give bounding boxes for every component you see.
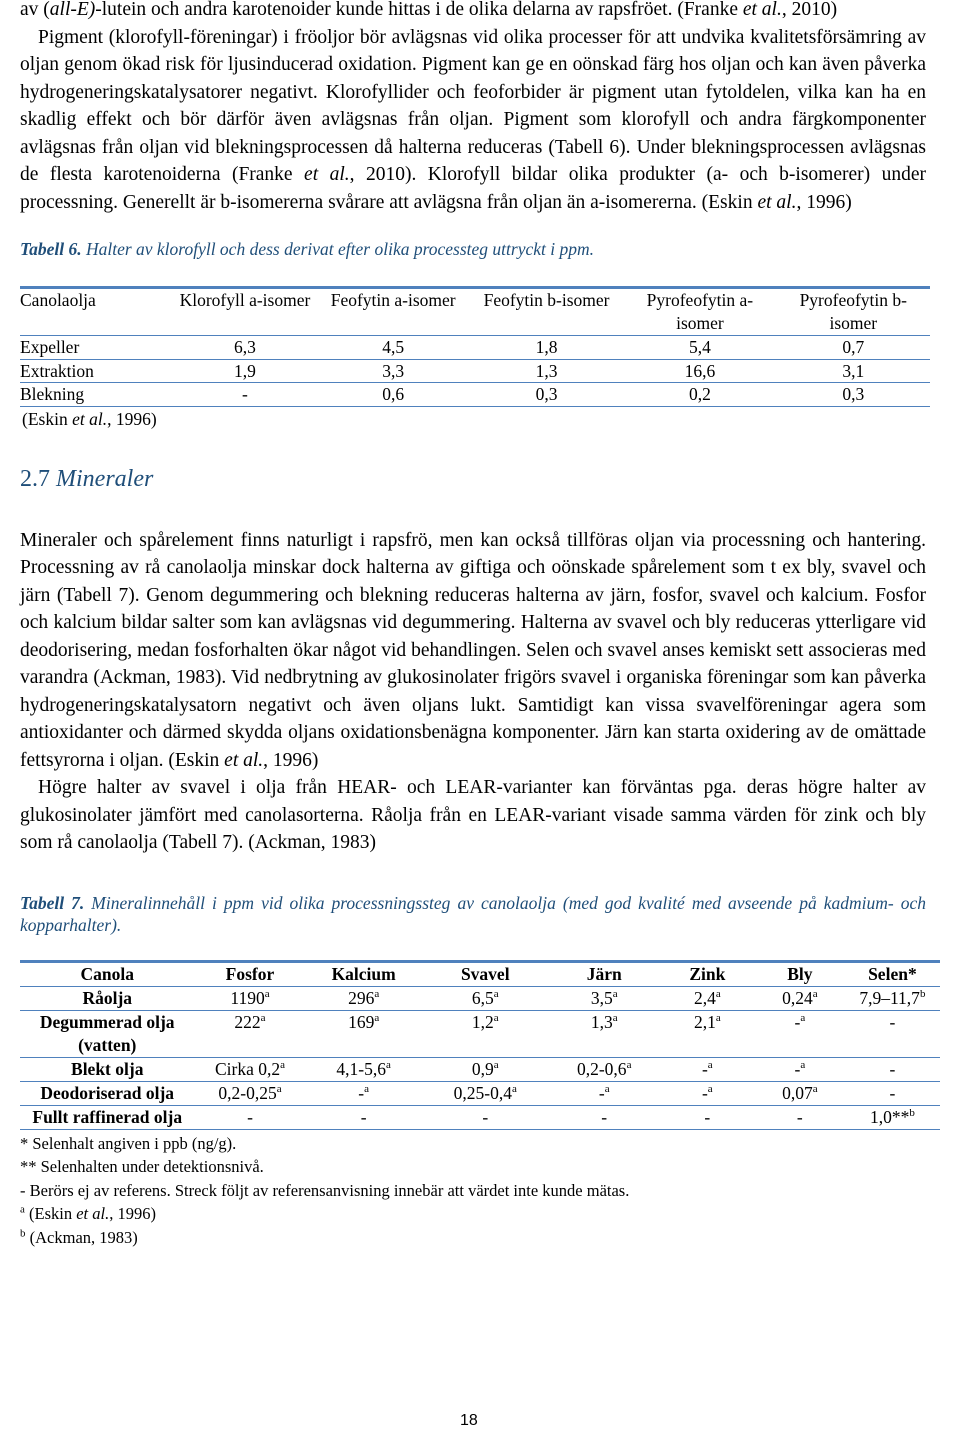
footnote-marker: a — [264, 987, 270, 1000]
footnote-marker: a — [715, 1011, 721, 1024]
minerals-paragraph-2: Högre halter av svavel i olja från HEAR- och LEAR-varianter kan förväntas pga. deras högre halter av glukosinolater jämfört med canolasorterna. Råolja från en LEAR-variant visade samma värden för zink och bly som rå canolaolja (Tabell 7). (Ackman, 1983) — [20, 777, 926, 853]
caption-label: Tabell 6. — [20, 239, 82, 259]
document-page — [20, 0, 926, 1249]
table-cell — [660, 1081, 755, 1105]
row-label: Degummerad olja (vatten) — [39, 1011, 175, 1055]
cell-value: 7,9–11,7 — [859, 987, 920, 1008]
footnote-marker: a — [260, 1011, 266, 1024]
cell-value: 0,25-0,4 — [453, 1082, 512, 1103]
et-al: et al. — [304, 164, 350, 185]
table-cell — [660, 1057, 755, 1081]
cell-value: - — [358, 1082, 365, 1103]
cell-value: 1,2 — [471, 1011, 494, 1032]
header-cell: Pyrofeofytin b-isomer — [799, 290, 907, 333]
table7-caption — [20, 892, 926, 936]
table-cell — [194, 1105, 305, 1129]
table-cell — [755, 1081, 845, 1105]
cell-value: - — [701, 1058, 708, 1079]
table-cell — [306, 1057, 422, 1081]
table-cell: 0,3 — [842, 384, 865, 404]
table7-notes — [20, 1132, 926, 1250]
text-run: (Eskin — [22, 408, 73, 429]
table-cell — [549, 1105, 660, 1129]
table-row — [20, 359, 930, 383]
header-cell: Järn — [586, 963, 622, 984]
table-cell: 1,3 — [535, 360, 558, 381]
page-number: 18 — [460, 1412, 478, 1429]
table-cell — [422, 1081, 549, 1105]
footnote-marker: a — [493, 1058, 499, 1071]
cell-value: 3,5 — [590, 987, 613, 1008]
table-cell — [845, 1010, 940, 1057]
row-label: Deodoriserad olja — [40, 1082, 175, 1103]
cell-value: - — [601, 1106, 608, 1127]
minerals-paragraph-1 — [20, 527, 926, 775]
cell-value: - — [360, 1106, 367, 1127]
text-run: Pigment (klorofyll-föreningar) i fröoljor bör avlägsnas vid olika processer för att undvika kvalitetsförsämring av oljan genom ökad risk för ljusinducerad oxidation. Pigment kan ge en oönskad färg hos oljan och kan även påverka hydrogeneringskatalysatorer negativt. Klorofyllider och feoforbider är pigment utan fytoldelen, vilka kan ha en skadlig effekt och bör därför även avlägsnas från oljan. Pigment som klorofyll och andra färgkomponenter avlägsnas från oljan vid blekningsprocessen då halterna reduceras (Tabell 6). Under blekningsprocessen avlägsnas de flesta karotenoiderna (Franke — [20, 26, 926, 185]
table-header-row — [20, 288, 930, 336]
footnote-marker: b — [909, 1106, 915, 1119]
header-cell: Bly — [787, 963, 813, 984]
footnote-marker: a — [812, 1082, 818, 1095]
footnote-marker: a — [276, 1082, 282, 1095]
footnote-marker: a — [612, 1011, 618, 1024]
table-cell: 4,5 — [382, 337, 405, 357]
table-cell: 1,8 — [535, 337, 558, 357]
text-run: (Eskin — [24, 1204, 77, 1223]
table6-source — [22, 407, 926, 431]
cell-value: - — [482, 1106, 489, 1127]
text-run: -lutein och andra karotenoider kunde hittas i de olika delarna av rapsfröet. (Franke — [95, 0, 743, 20]
note: ** Selenhalten under detektionsnivå. — [20, 1157, 264, 1176]
cell-value: - — [701, 1082, 708, 1103]
cell-value: 2,4 — [693, 987, 716, 1008]
header-cell: Selen* — [868, 963, 917, 984]
footnote-marker: a — [374, 1011, 380, 1024]
table-cell — [194, 1010, 305, 1057]
header-cell: Kalcium — [331, 963, 396, 984]
footnote-marker: a — [386, 1058, 391, 1071]
header-cell: Pyrofeofytin a-isomer — [646, 290, 754, 333]
note: - Berörs ej av referens. Streck följt av referensanvisning innebär att värdet inte kunde mätas. — [20, 1180, 630, 1200]
table-cell — [845, 986, 940, 1010]
table-cell — [755, 1010, 845, 1057]
footnote-marker: a — [812, 987, 818, 1000]
table-cell: 0,7 — [842, 337, 865, 357]
footnote-marker: a — [604, 1082, 610, 1095]
header-cell: Canolaolja — [20, 290, 96, 310]
et-al: et al. — [757, 191, 797, 213]
row-label: Extraktion — [20, 360, 94, 381]
table-cell — [306, 1010, 422, 1057]
row-label: Fullt raffinerad olja — [32, 1106, 183, 1127]
cell-value: - — [598, 1082, 605, 1103]
table-row — [20, 383, 930, 407]
footnote-marker: a — [493, 987, 499, 1000]
cell-value: - — [889, 1058, 896, 1079]
cell-value: - — [704, 1106, 711, 1127]
cell-value: 1190 — [230, 987, 265, 1008]
caption-text: Mineralinnehåll i ppm vid olika processningssteg av canolaolja (med god kvalité med avseende på kadmium- och kopparhalter). — [20, 892, 926, 935]
section-title: Mineraler — [50, 465, 154, 492]
table-cell — [755, 1105, 845, 1129]
footnote-marker: a — [707, 1058, 713, 1071]
text-run: (Ackman, 1983) — [25, 1227, 138, 1247]
table-row — [20, 1105, 940, 1129]
cell-value: 0,07 — [782, 1082, 813, 1103]
table-cell — [422, 1105, 549, 1129]
cell-value: 0,2-0,25 — [218, 1082, 277, 1103]
table-cell — [422, 986, 549, 1010]
row-label: Blekning — [20, 384, 85, 404]
table-row — [20, 336, 930, 360]
table-cell — [845, 1081, 940, 1105]
header-cell: Feofytin b-isomer — [483, 290, 610, 310]
cell-value: 1,0** — [869, 1106, 910, 1127]
caption-text: Halter av klorofyll och dess derivat efter olika processteg uttryckt i ppm. — [81, 239, 594, 259]
table-cell: 6,3 — [233, 337, 256, 357]
intro-paragraph-2 — [20, 24, 926, 217]
table-cell — [549, 1081, 660, 1105]
et-al: et al. — [224, 749, 264, 771]
table-cell — [660, 986, 755, 1010]
et-al: et al. — [72, 408, 108, 429]
footnote-marker: a — [20, 1203, 25, 1216]
header-cell: Klorofyll a-isomer — [179, 290, 311, 310]
cell-value: 169 — [348, 1011, 375, 1032]
table-6 — [20, 286, 930, 407]
cell-value: - — [796, 1106, 803, 1127]
table-cell: 3,1 — [842, 360, 865, 381]
table-row — [20, 1010, 940, 1057]
cell-value: 222 — [234, 1011, 261, 1032]
text-run: , 2010). Klorofyll bildar olika produkter (a- och b-isomerer) under processning. Generellt är b-isomererna svårare att avlägsna från oljan än a-isomererna. (Eskin — [20, 164, 926, 213]
table-cell: 3,3 — [382, 360, 405, 381]
footnote-marker: a — [715, 987, 721, 1000]
cell-value: - — [889, 1082, 896, 1103]
table-cell — [194, 986, 305, 1010]
table-cell — [549, 1057, 660, 1081]
header-cell: Svavel — [460, 963, 510, 984]
header-cell: Canola — [80, 963, 134, 984]
row-label: Expeller — [20, 337, 80, 357]
table-cell — [422, 1057, 549, 1081]
table-cell: 5,4 — [688, 337, 711, 357]
table-cell — [549, 986, 660, 1010]
text-run: , 1996) — [796, 191, 852, 213]
table-cell: 0,3 — [535, 384, 558, 404]
header-cell: Fosfor — [225, 963, 275, 984]
table-cell — [845, 1057, 940, 1081]
cell-value: - — [794, 1058, 801, 1079]
table-cell: 16,6 — [684, 360, 716, 381]
table-cell — [660, 1105, 755, 1129]
footnote-marker: b — [20, 1227, 26, 1239]
table-cell — [755, 1057, 845, 1081]
footnote-marker: a — [511, 1082, 517, 1095]
footnote-marker: a — [364, 1082, 370, 1095]
table-cell: 1,9 — [233, 360, 256, 381]
table-cell — [194, 1081, 305, 1105]
intro-paragraph-1 — [20, 0, 926, 24]
et-al: et al. — [76, 1204, 110, 1223]
cell-value: Cirka 0,2 — [214, 1058, 281, 1079]
header-cell: Feofytin a-isomer — [330, 290, 456, 310]
table-header-row — [20, 961, 940, 986]
note — [20, 1202, 926, 1226]
table-cell — [845, 1105, 940, 1129]
footnote-marker: a — [374, 987, 380, 1000]
header-cell: Zink — [689, 963, 726, 984]
table-cell — [306, 1105, 422, 1129]
footnote-marker: a — [707, 1082, 713, 1095]
table-row — [20, 1057, 940, 1081]
table-cell — [306, 1081, 422, 1105]
section-heading — [20, 466, 926, 493]
table-cell: - — [242, 384, 248, 404]
text-run: av ( — [20, 0, 50, 20]
cell-value: 6,5 — [471, 987, 494, 1008]
text-run: , 1996) — [107, 408, 157, 429]
table-cell: 0,6 — [382, 384, 405, 404]
table-cell — [755, 986, 845, 1010]
et-al: et al. — [742, 0, 782, 20]
table-cell: 0,2 — [688, 384, 711, 404]
caption-label: Tabell 7. — [20, 892, 85, 913]
cell-value: - — [889, 1011, 896, 1032]
cell-value: - — [247, 1106, 253, 1127]
footnote-marker: a — [493, 1011, 499, 1024]
text-run-italic: all-E) — [49, 0, 96, 20]
row-label: Råolja — [82, 987, 133, 1008]
footnote-marker: a — [280, 1058, 285, 1071]
section-number: 2.7 — [20, 465, 50, 492]
note — [20, 1226, 926, 1250]
table-row — [20, 1081, 940, 1105]
text-run: Mineraler och spårelement finns naturligt i rapsfrö, men kan också tillföras oljan via processning och hantering. Processning av rå canolaolja minskar dock halterna av giftiga och oönskade spårelement som t ex bly, svavel och järn (Tabell 7). Genom degummering och blekning reduceras halterna av järn, fosfor, svavel och kalcium. Fosfor och kalcium bildar salter som kan avlägsnas vid degummering. Halterna av svavel och bly reduceras ytterligare vid deodorisering, medan fosforhalten ökar något vid behandlingen. Selen och svavel anses kemiskt sett associeras med varandra (Ackman, 1983). Vid nedbrytning av glukosinolater frigörs svavel i organiska föreningar som kan påverka hydrogeneringskatalysatorn negativt och även oljans lukt. Samtidigt kan vissa svavelföreningar agera som antioxidanter och därmed skydda oljans oxidationsbenägna komponenter. Järn kan starta oxidering av de omättade fettsyrorna i oljan. (Eskin — [20, 529, 926, 771]
cell-value: - — [794, 1011, 801, 1032]
cell-value: 0,24 — [782, 987, 813, 1008]
row-label: Blekt olja — [71, 1058, 144, 1079]
footnote-marker: a — [612, 987, 618, 1000]
note: * Selenhalt angiven i ppb (ng/g). — [20, 1133, 237, 1153]
table-row — [20, 986, 940, 1010]
text-run: , 1996) — [263, 749, 319, 771]
table6-caption — [20, 238, 926, 260]
cell-value: 1,3 — [590, 1011, 613, 1032]
text-run: , 1996) — [109, 1204, 156, 1223]
text-run: , 2010) — [781, 0, 838, 20]
footnote-marker: b — [919, 987, 926, 1000]
table-cell — [660, 1010, 755, 1057]
table-cell — [194, 1057, 305, 1081]
table-cell — [549, 1010, 660, 1057]
cell-value: 0,9 — [471, 1058, 494, 1079]
cell-value: 296 — [348, 987, 375, 1008]
cell-value: 4,1-5,6 — [336, 1058, 386, 1079]
cell-value: 0,2-0,6 — [576, 1058, 627, 1079]
footnote-marker: a — [626, 1058, 632, 1071]
table-cell — [306, 986, 422, 1010]
footnote-marker: a — [800, 1058, 806, 1071]
cell-value: 2,1 — [693, 1011, 716, 1032]
footnote-marker: a — [800, 1011, 806, 1024]
table-cell — [422, 1010, 549, 1057]
table-7 — [20, 960, 940, 1130]
